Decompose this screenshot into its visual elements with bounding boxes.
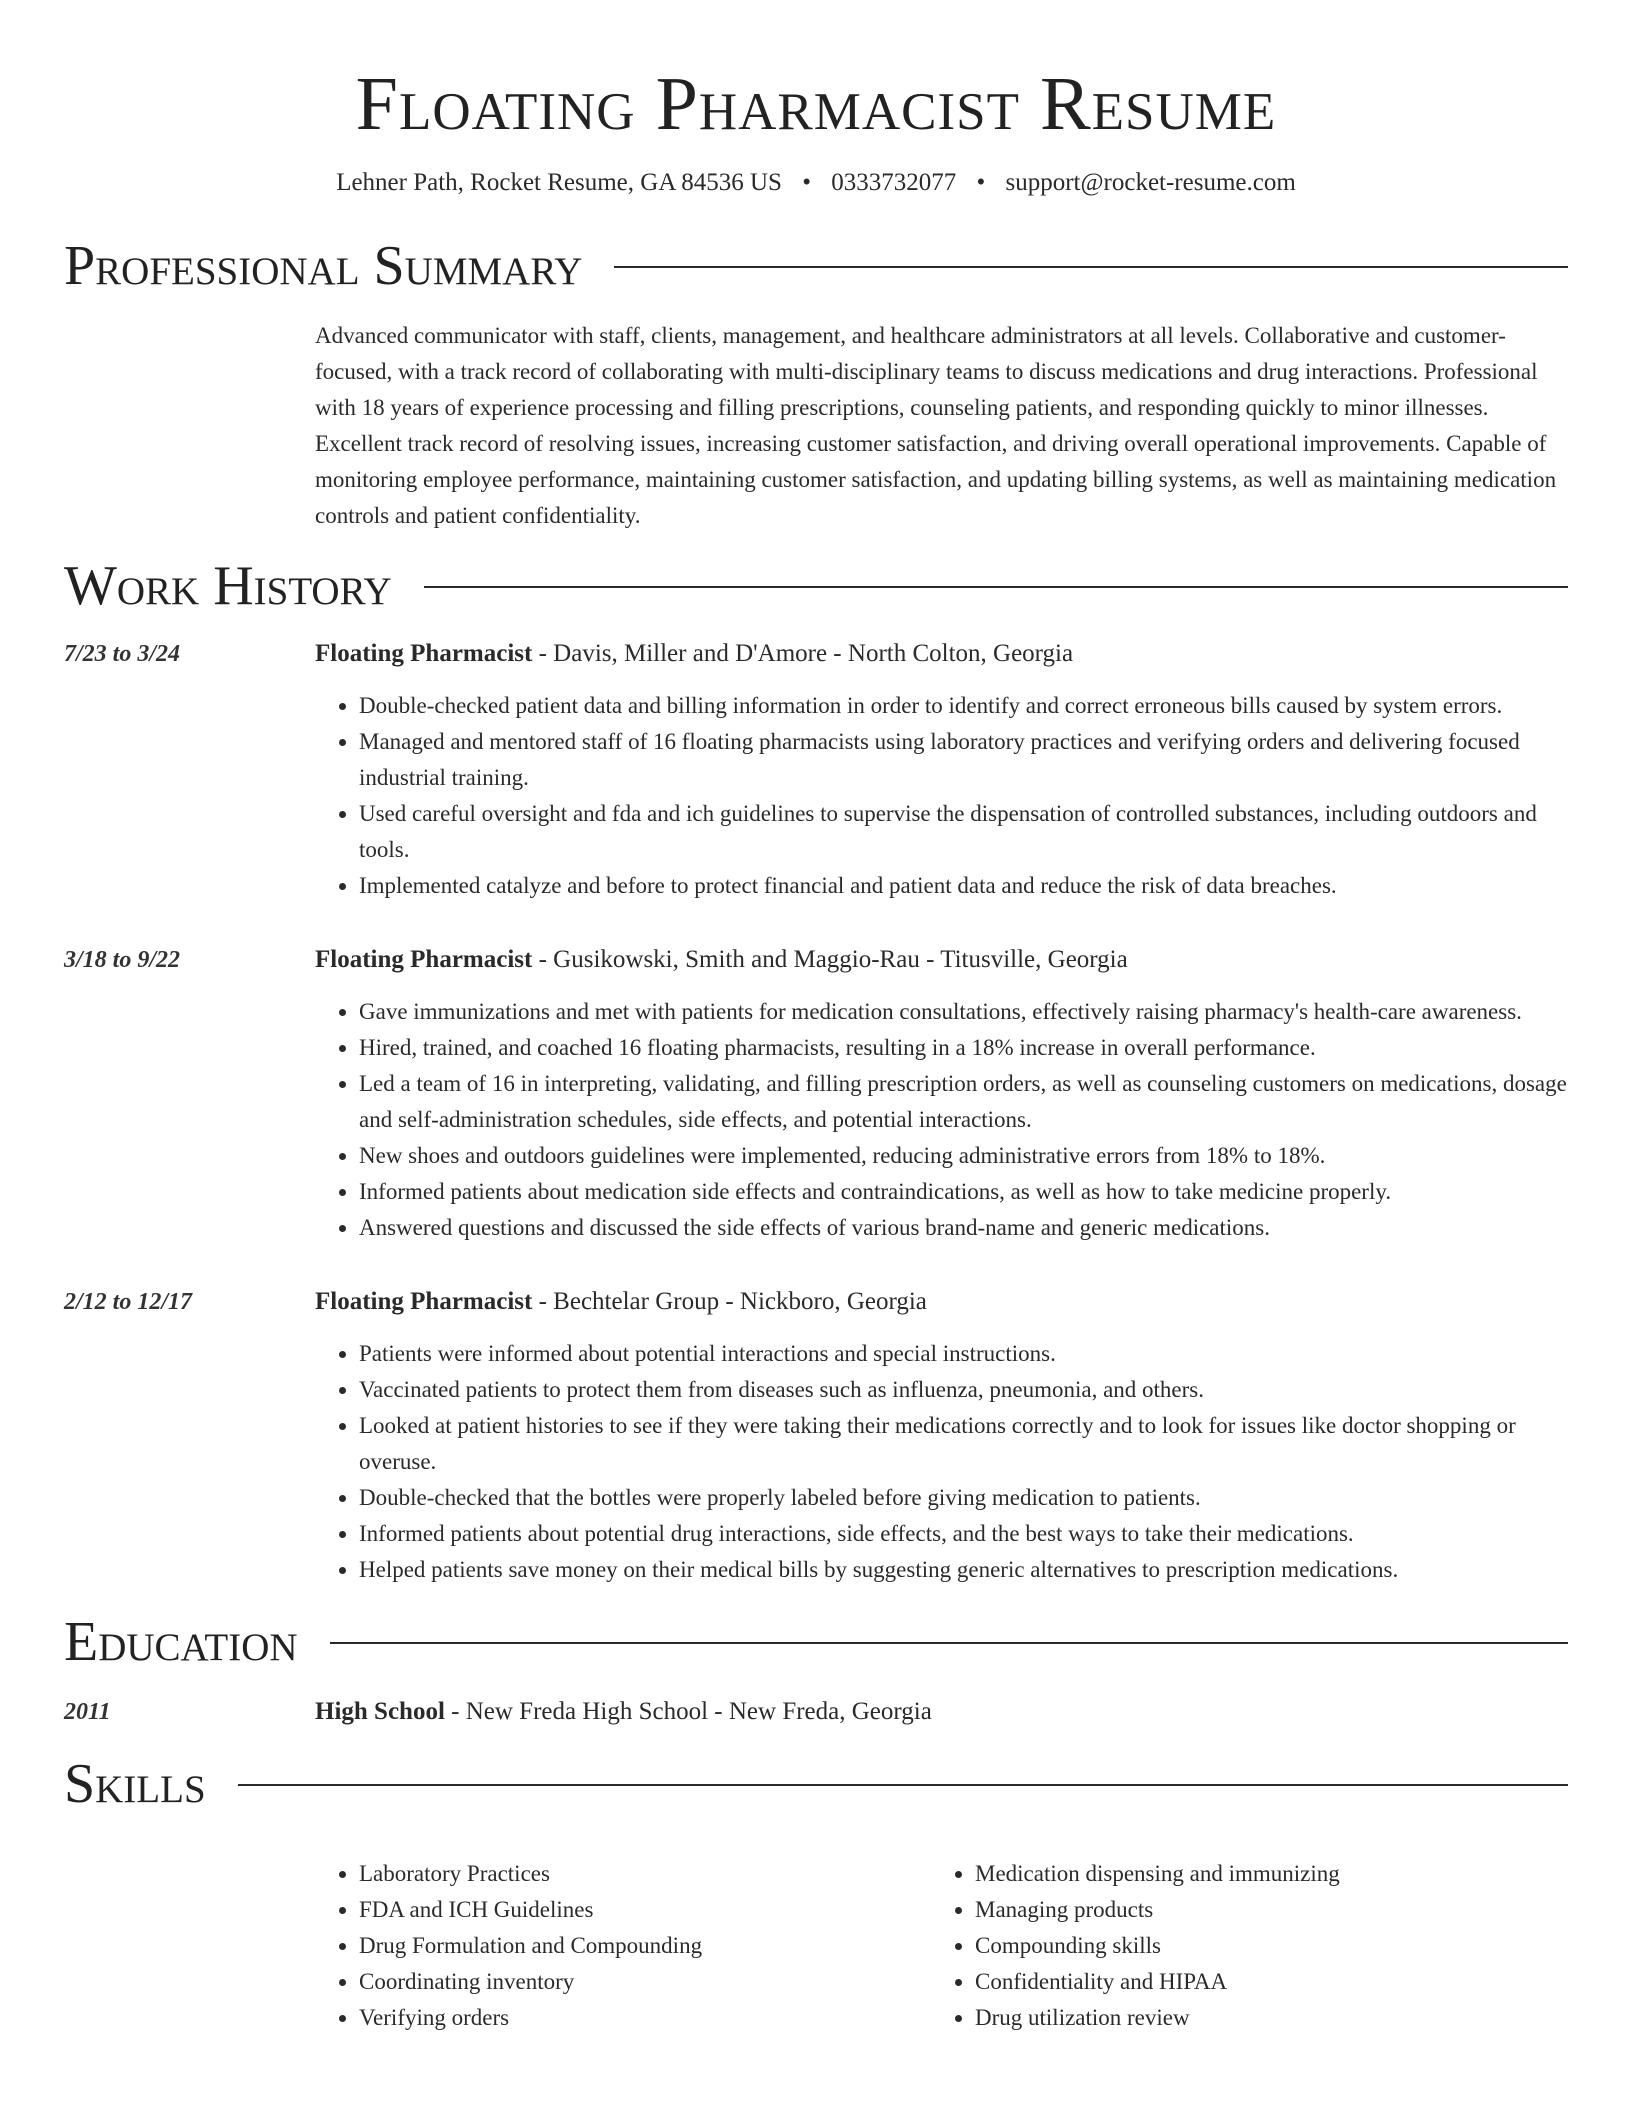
contact-separator: • [802,169,811,196]
skills-column-right [931,1856,1547,2036]
job-bullet: • Managed and mentored staff of 16 floating pharmacists using laboratory practices and verifying orders and delivering focused industrial training. [359,724,1568,796]
skill-item: • Compounding skills [975,1928,1547,1964]
job-bullet: • Hired, trained, and coached 16 floating pharmacists, resulting in a 18% increase in overall performance. [359,1030,1568,1066]
section-work-header [64,554,1568,618]
job-bullets [315,1336,1568,1588]
skill-item: • Confidentiality and HIPAA [975,1964,1547,2000]
job-bullet: • Answered questions and discussed the side effects of various brand-name and generic medications. [359,1210,1568,1246]
job-title: Floating Pharmacist [315,640,533,667]
job-employer: - Bechtelar Group - Nickboro, Georgia [532,1288,927,1315]
education-year: 2011 [64,1699,111,1725]
job-bullet: • Looked at patient histories to see if they were taking their medications correctly and to look for issues like doctor shopping or overuse. [359,1408,1568,1480]
skills-column-left [315,1856,931,2036]
skill-item: • Drug Formulation and Compounding [359,1928,931,1964]
job-entry [64,636,1568,904]
skills-list [315,1856,1568,2036]
section-title: Professional Summary [64,235,583,297]
job-body [315,636,1568,904]
education-degree: High School [315,1698,445,1725]
job-dates: 2/12 to 12/17 [64,1289,193,1315]
job-bullets [315,994,1568,1246]
skill-item: • Managing products [975,1892,1547,1928]
education-heading [315,1694,1568,1730]
contact-line [64,166,1568,200]
job-bullet: • Informed patients about potential drug interactions, side effects, and the best ways to take their medications. [359,1516,1568,1552]
job-employer: - Davis, Miller and D'Amore - North Colton, Georgia [532,640,1074,667]
section-divider [614,266,1568,268]
skill-item: • Laboratory Practices [359,1856,931,1892]
job-heading [315,636,1568,672]
section-divider [238,1784,1568,1786]
job-bullet: • Gave immunizations and met with patients for medication consultations, effectively raising pharmacy's health-care awareness. [359,994,1568,1030]
job-bullet: • Vaccinated patients to protect them from diseases such as influenza, pneumonia, and others. [359,1372,1568,1408]
section-title: Work History [64,555,392,617]
job-entry [64,1284,1568,1588]
job-bullet: • Informed patients about medication side effects and contraindications, as well as how to take medicine properly. [359,1174,1568,1210]
job-dates: 7/23 to 3/24 [64,641,181,667]
job-heading [315,942,1568,978]
job-heading [315,1284,1568,1320]
contact-separator: • [976,169,986,196]
job-bullet: • Patients were informed about potential interactions and special instructions. [359,1336,1568,1372]
job-title: Floating Pharmacist [315,946,533,973]
job-dates: 3/18 to 9/22 [64,947,181,973]
skill-item: • Coordinating inventory [359,1964,931,2000]
resume-page [64,0,1568,2036]
job-employer: - Gusikowski, Smith and Maggio-Rau - Titusville, Georgia [532,946,1128,973]
job-bullet: • Double-checked patient data and billing information in order to identify and correct erroneous bills caused by system errors. [359,688,1568,724]
section-summary-header [64,234,1568,298]
skill-item: • Medication dispensing and immunizing [975,1856,1547,1892]
section-divider [424,586,1568,588]
education-school: - New Freda High School - New Freda, Georgia [444,1698,932,1725]
skill-item: • Verifying orders [359,2000,931,2036]
job-bullet: • New shoes and outdoors guidelines were implemented, reducing administrative errors from 18% to 18%. [359,1138,1568,1174]
job-title: Floating Pharmacist [315,1288,533,1315]
education-body [315,1694,1568,1730]
contact-phone: 0333732077 [831,169,957,196]
job-entry [64,942,1568,1246]
section-education-header [64,1610,1568,1674]
contact-address: Lehner Path, Rocket Resume, GA 84536 US [336,169,782,196]
resume-title: Floating Pharmacist Resume [355,62,1277,146]
section-title: Skills [64,1753,206,1815]
education-entry [64,1694,1568,1730]
section-divider [330,1642,1568,1644]
job-bullet: • Double-checked that the bottles were properly labeled before giving medication to patients. [359,1480,1568,1516]
job-bullet: • Implemented catalyze and before to protect financial and patient data and reduce the risk of data breaches. [359,868,1568,904]
section-skills-header [64,1752,1568,1816]
job-bullets [315,688,1568,904]
contact-email[interactable]: support@rocket-resume.com [1005,169,1296,196]
job-body [315,942,1568,1246]
job-body [315,1284,1568,1588]
job-bullet: • Helped patients save money on their medical bills by suggesting generic alternatives to prescription medications. [359,1552,1568,1588]
summary-text: Advanced communicator with staff, clients, management, and healthcare administrators at all levels. Collaborative and customer-focused, with a track record of collaborating with multi-disciplinary teams to discuss medications and drug interactions. Professional with 18 years of experience processing and filling prescriptions, counseling patients, and responding quickly to minor illnesses. Excellent track record of resolving issues, increasing customer satisfaction, and driving overall operational improvements. Capable of monitoring employee performance, maintaining customer satisfaction, and updating billing systems, as well as maintaining medication controls and patient confidentiality. [315,323,1557,528]
job-bullet: • Led a team of 16 in interpreting, validating, and filling prescription orders, as well as counseling customers on medications, dosage and self-administration schedules, side effects, and potential interactions. [359,1066,1568,1138]
skill-item: • Drug utilization review [975,2000,1547,2036]
skill-item: • FDA and ICH Guidelines [359,1892,931,1928]
section-title: Education [64,1611,298,1673]
work-history [64,636,1568,1588]
job-bullet: • Used careful oversight and fda and ich guidelines to supervise the dispensation of controlled substances, including outdoors and tools. [359,796,1568,868]
